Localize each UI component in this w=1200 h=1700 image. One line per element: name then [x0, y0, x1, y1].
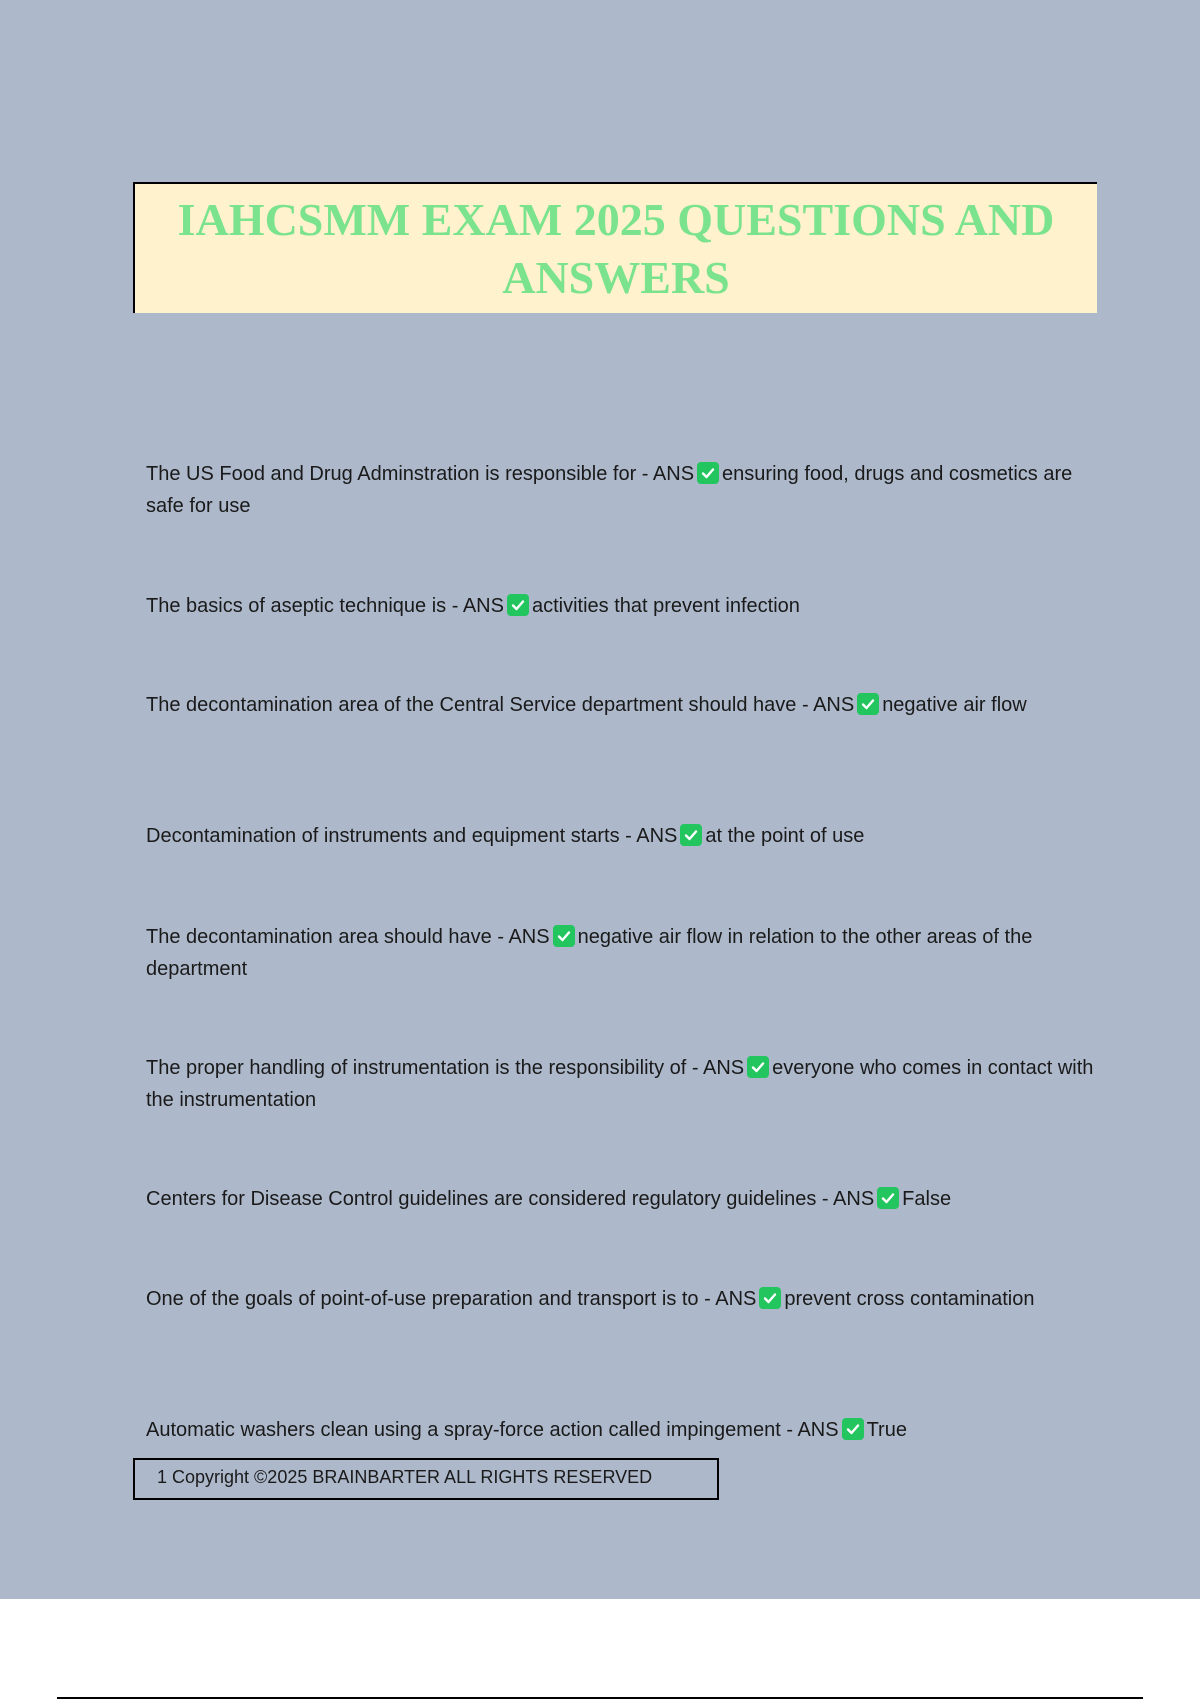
check-icon — [747, 1056, 769, 1078]
answer-marker: ANS — [702, 1057, 745, 1079]
answer-marker: ANS — [833, 1188, 875, 1210]
answer-text: True — [866, 1419, 907, 1441]
check-icon — [553, 925, 575, 947]
answer-text: activities that prevent infection — [531, 595, 800, 617]
qa-item-7: Centers for Disease Control guidelines are considered regulatory guidelines - ANS False — [146, 1188, 952, 1210]
question-text: The US Food and Drug Adminstration is responsible for — [146, 463, 637, 485]
qa-item-1: The US Food and Drug Adminstration is responsible for - ANS ensuring food, drugs and cosmetics are safe for use — [146, 463, 1073, 517]
check-icon — [842, 1418, 864, 1440]
qa-item-9: Automatic washers clean using a spray-force action called impingement - ANS True — [146, 1419, 907, 1441]
question-text: The decontamination area of the Central Service department should have — [146, 694, 797, 716]
qa-item-4: Decontamination of instruments and equipment starts - ANS at the point of use — [146, 825, 865, 847]
answer-text: at the point of use — [705, 825, 865, 847]
answer-marker: ANS — [508, 926, 550, 948]
qa-item-5: The decontamination area should have - ANS negative air flow in relation to the other areas of the department — [146, 926, 1033, 980]
answer-marker: ANS — [715, 1288, 757, 1310]
document-title: IAHCSMM EXAM 2025 QUESTIONS AND ANSWERS — [177, 193, 1055, 303]
answer-marker: ANS — [636, 825, 678, 847]
answer-text: False — [902, 1188, 952, 1210]
qa-item-8: One of the goals of point-of-use preparation and transport is to - ANS prevent cross contamination — [146, 1288, 1035, 1310]
check-icon — [697, 462, 719, 484]
answer-marker: ANS — [813, 694, 855, 716]
title-banner — [133, 182, 1097, 313]
qa-item-2: The basics of aseptic technique is - ANS activities that prevent infection — [146, 595, 800, 617]
answer-text: ensuring food, drugs and cosmetics are safe for use — [146, 463, 1073, 517]
question-text: Decontamination of instruments and equipment starts — [146, 825, 620, 847]
check-icon — [857, 693, 879, 715]
answer-text: negative air flow — [882, 694, 1027, 716]
page-divider — [57, 1697, 1143, 1699]
question-text: One of the goals of point-of-use preparation and transport is to — [146, 1288, 699, 1310]
qa-item-3: The decontamination area of the Central Service department should have - ANS negative air flow — [146, 694, 1027, 716]
answer-marker: ANS — [652, 463, 695, 485]
question-text: Automatic washers clean using a spray-force action called impingement — [146, 1419, 781, 1441]
copyright-footer: 1 Copyright ©2025 BRAINBARTER ALL RIGHTS RESERVED — [133, 1458, 719, 1500]
check-icon — [759, 1287, 781, 1309]
answer-marker: ANS — [462, 595, 504, 617]
question-text: The basics of aseptic technique is — [146, 595, 447, 617]
question-text: The decontamination area should have — [146, 926, 492, 948]
qa-item-6: The proper handling of instrumentation is the responsibility of - ANS everyone who comes in contact with the instrumentation — [146, 1057, 1094, 1111]
answer-marker: ANS — [797, 1419, 839, 1441]
check-icon — [680, 824, 702, 846]
question-text: Centers for Disease Control guidelines are considered regulatory guidelines — [146, 1188, 817, 1210]
question-text: The proper handling of instrumentation is the responsibility of — [146, 1057, 687, 1079]
answer-text: prevent cross contamination — [784, 1288, 1035, 1310]
check-icon — [877, 1187, 899, 1209]
check-icon — [507, 594, 529, 616]
answer-text: everyone who comes in contact with the instrumentation — [146, 1057, 1094, 1111]
answer-text: negative air flow in relation to the other areas of the department — [146, 926, 1033, 980]
